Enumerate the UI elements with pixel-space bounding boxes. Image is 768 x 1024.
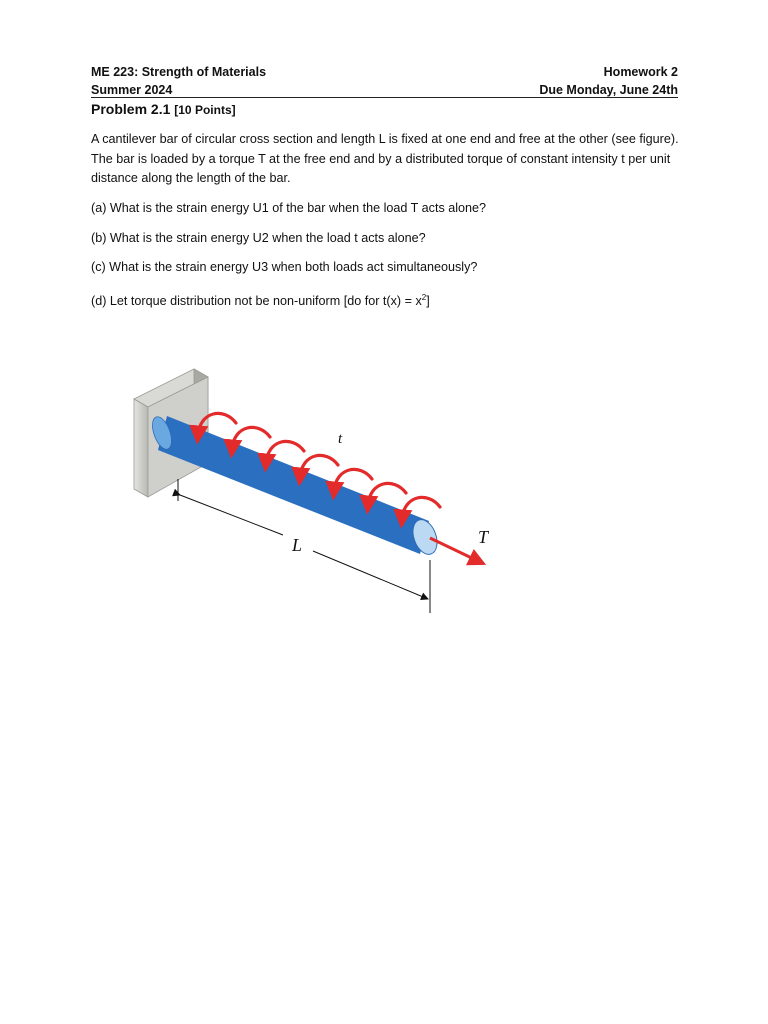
due-date: Due Monday, June 24th — [539, 83, 678, 97]
length-label: L — [292, 535, 303, 555]
problem-points: [10 Points] — [174, 103, 236, 117]
cantilever-figure — [120, 355, 520, 620]
assignment-title: Homework 2 — [603, 65, 678, 79]
course-title: ME 223: Strength of Materials — [91, 65, 267, 79]
question-d-text: (d) Let torque distribution not be non-uniform [do for t(x) = x — [91, 294, 422, 309]
term-label: Summer 2024 — [91, 83, 173, 97]
problem-statement: A cantilever bar of circular cross section and length L is fixed at one end and free at the other (see figure). The bar is loaded by a torque T at the free end and by a distributed torque of constant intensity t per unit distance along the length of the bar. — [91, 132, 679, 185]
question-a: (a) What is the strain energy U1 of the bar when the load T acts alone? — [91, 201, 487, 215]
problem-title — [91, 100, 236, 119]
question-d — [91, 288, 681, 312]
question-c: (c) What is the strain energy U3 when both loads act simultaneously? — [91, 260, 478, 274]
question-d-exponent: 2 — [421, 293, 427, 302]
cantilever-diagram — [120, 355, 520, 620]
problem-number: Problem 2.1 — [91, 101, 171, 117]
end-torque-label: T — [478, 527, 489, 547]
question-b: (b) What is the strain energy U2 when the load t acts alone? — [91, 231, 426, 245]
question-d-close: ] — [426, 294, 430, 309]
end-torque-vector — [430, 538, 478, 561]
distributed-torque-label: t — [338, 431, 343, 447]
header-divider — [91, 97, 678, 98]
